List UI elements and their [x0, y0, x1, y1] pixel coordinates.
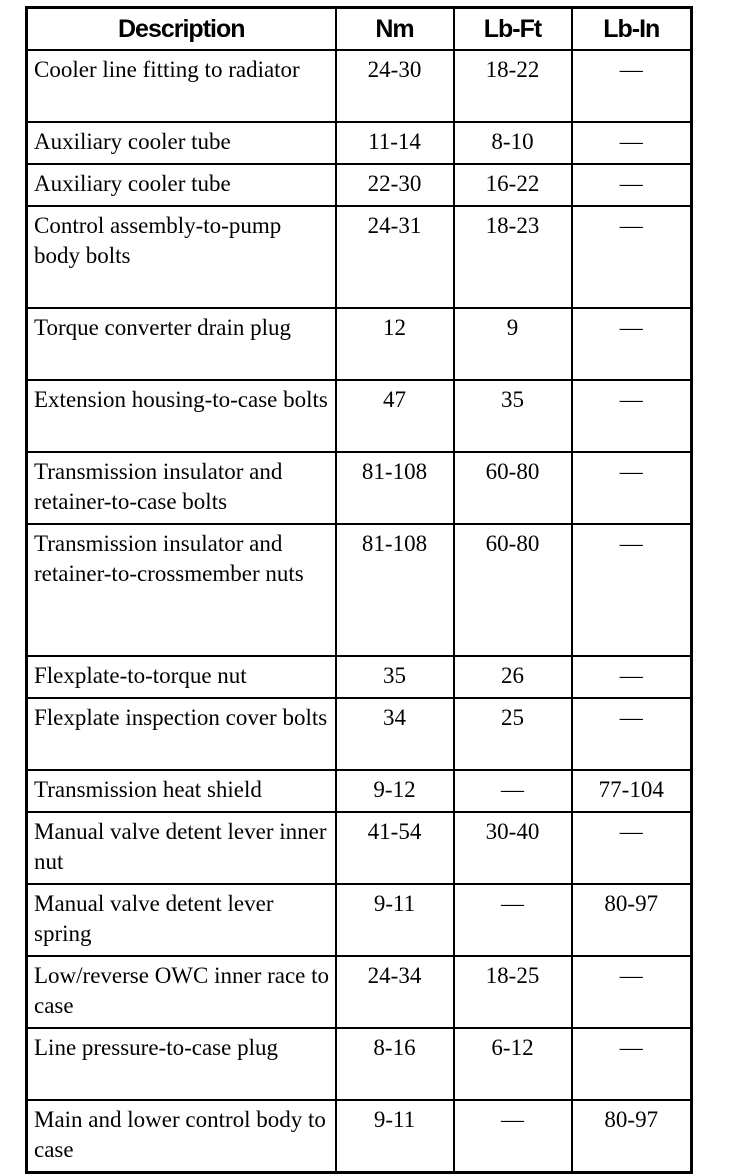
row-lb-ft: 60-80: [454, 524, 572, 656]
row-lb-ft: 35: [454, 380, 572, 452]
table-row: [27, 452, 692, 524]
row-lb-in: 80-97: [572, 884, 692, 956]
row-nm: 24-31: [336, 206, 454, 308]
row-lb-in: —: [572, 122, 692, 164]
row-nm: 8-16: [336, 1028, 454, 1100]
row-lb-in: —: [572, 380, 692, 452]
row-lb-ft: —: [454, 770, 572, 812]
row-nm: 34: [336, 698, 454, 770]
row-lb-in: 80-97: [572, 1100, 692, 1173]
row-lb-ft: 30-40: [454, 812, 572, 884]
table-row: [27, 308, 692, 380]
row-lb-in: —: [572, 956, 692, 1028]
row-nm: 22-30: [336, 164, 454, 206]
row-lb-in: —: [572, 524, 692, 656]
table-row: [27, 1100, 692, 1173]
row-description: Transmission insulator and retainer-to-case bolts: [27, 452, 336, 524]
row-lb-in: —: [572, 1028, 692, 1100]
header-lb-ft: Lb-Ft: [454, 8, 572, 51]
row-lb-ft: —: [454, 884, 572, 956]
row-lb-in: —: [572, 308, 692, 380]
row-nm: 24-30: [336, 50, 454, 122]
row-lb-in: 77-104: [572, 770, 692, 812]
row-nm: 9-11: [336, 1100, 454, 1173]
row-lb-in: —: [572, 656, 692, 698]
row-lb-ft: 26: [454, 656, 572, 698]
row-lb-ft: 18-22: [454, 50, 572, 122]
row-description: Main and lower control body to case: [27, 1100, 336, 1173]
row-description: Manual valve detent lever spring: [27, 884, 336, 956]
row-description: Transmission insulator and retainer-to-crossmember nuts: [27, 524, 336, 656]
row-lb-ft: 9: [454, 308, 572, 380]
row-description: Flexplate-to-torque nut: [27, 656, 336, 698]
row-nm: 12: [336, 308, 454, 380]
row-nm: 81-108: [336, 524, 454, 656]
row-description: Manual valve detent lever inner nut: [27, 812, 336, 884]
row-nm: 35: [336, 656, 454, 698]
row-lb-ft: 18-25: [454, 956, 572, 1028]
row-lb-in: —: [572, 206, 692, 308]
row-lb-ft: 8-10: [454, 122, 572, 164]
table-row: [27, 770, 692, 812]
row-description: Extension housing-to-case bolts: [27, 380, 336, 452]
row-description: Torque converter drain plug: [27, 308, 336, 380]
row-lb-in: —: [572, 812, 692, 884]
table-row: [27, 812, 692, 884]
table-row: [27, 956, 692, 1028]
row-lb-in: —: [572, 164, 692, 206]
row-nm: 9-12: [336, 770, 454, 812]
row-nm: 47: [336, 380, 454, 452]
table-row: [27, 380, 692, 452]
row-description: Cooler line fitting to radiator: [27, 50, 336, 122]
row-lb-in: —: [572, 452, 692, 524]
row-description: Auxiliary cooler tube: [27, 164, 336, 206]
table-row: [27, 122, 692, 164]
row-lb-ft: —: [454, 1100, 572, 1173]
row-lb-ft: 25: [454, 698, 572, 770]
row-nm: 9-11: [336, 884, 454, 956]
header-description: Description: [27, 8, 336, 51]
row-description: Flexplate inspection cover bolts: [27, 698, 336, 770]
row-description: Auxiliary cooler tube: [27, 122, 336, 164]
table-row: [27, 164, 692, 206]
row-description: Line pressure-to-case plug: [27, 1028, 336, 1100]
table-row: [27, 206, 692, 308]
table-row: [27, 524, 692, 656]
row-lb-ft: 6-12: [454, 1028, 572, 1100]
header-nm: Nm: [336, 8, 454, 51]
table-row: [27, 698, 692, 770]
table-row: [27, 50, 692, 122]
row-description: Transmission heat shield: [27, 770, 336, 812]
torque-spec-table: [25, 6, 693, 1174]
row-nm: 11-14: [336, 122, 454, 164]
row-lb-in: —: [572, 50, 692, 122]
header-lb-in: Lb-In: [572, 8, 692, 51]
row-lb-ft: 60-80: [454, 452, 572, 524]
row-description: Control assembly-to-pump body bolts: [27, 206, 336, 308]
table-row: [27, 884, 692, 956]
row-lb-ft: 18-23: [454, 206, 572, 308]
table-row: [27, 1028, 692, 1100]
header-row: [27, 8, 692, 51]
row-nm: 41-54: [336, 812, 454, 884]
table-row: [27, 656, 692, 698]
row-lb-in: —: [572, 698, 692, 770]
row-lb-ft: 16-22: [454, 164, 572, 206]
row-description: Low/reverse OWC inner race to case: [27, 956, 336, 1028]
row-nm: 24-34: [336, 956, 454, 1028]
row-nm: 81-108: [336, 452, 454, 524]
